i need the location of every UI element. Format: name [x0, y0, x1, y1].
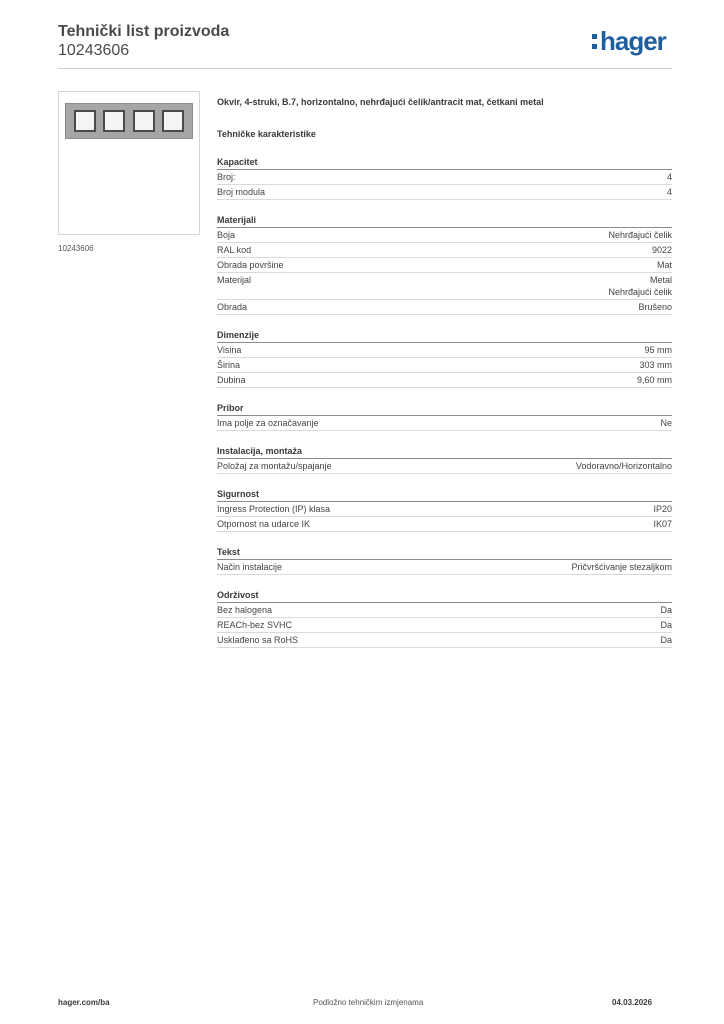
page-title: Tehnički list proizvoda	[58, 23, 230, 40]
spec-label: Broj modula	[217, 187, 266, 197]
spec-value	[608, 229, 672, 241]
logo-dots-icon	[592, 34, 598, 52]
spec-label: Način instalacije	[217, 562, 283, 572]
spec-row	[217, 258, 672, 273]
spec-label: REACh-bez SVHC	[217, 620, 293, 630]
spec-value	[660, 604, 672, 616]
spec-value	[660, 619, 672, 631]
tech-heading: Tehničke karakteristike	[217, 129, 316, 139]
spec-sections	[217, 156, 672, 648]
spec-row	[217, 185, 672, 200]
spec-row	[217, 373, 672, 388]
section-title: Kapacitet	[217, 156, 672, 170]
image-caption: 10243606	[58, 244, 94, 253]
spec-label: Broj:	[217, 172, 236, 182]
spec-row	[217, 273, 672, 300]
spec-value-line: 9,60 mm	[636, 375, 672, 385]
footer-date: 04.03.2026	[612, 998, 653, 1007]
spec-value-line: 4	[666, 187, 672, 197]
spec-value-line: Da	[660, 605, 672, 615]
spec-label: Bez halogena	[217, 605, 273, 615]
spec-label: Usklađeno sa RoHS	[217, 635, 299, 645]
product-image	[58, 91, 200, 235]
section-title: Tekst	[217, 546, 672, 560]
spec-value-line: Da	[660, 620, 672, 630]
spec-row	[217, 170, 672, 185]
spec-value-line: Ne	[660, 418, 672, 428]
spec-row	[217, 358, 672, 373]
spec-value-line: 95 mm	[644, 345, 672, 355]
spec-section	[217, 329, 672, 388]
section-title: Materijali	[217, 214, 672, 228]
spec-label: Boja	[217, 230, 236, 240]
spec-row	[217, 459, 672, 474]
spec-value	[667, 186, 672, 198]
section-title: Dimenzije	[217, 329, 672, 343]
section-title: Održivost	[217, 589, 672, 603]
spec-value-line: 4	[666, 172, 672, 182]
spec-section	[217, 546, 672, 575]
product-number: 10243606	[58, 42, 130, 59]
spec-label: Otpornost na udarce IK	[217, 519, 311, 529]
spec-value-line: Brušeno	[638, 302, 672, 312]
spec-value-line: Vodoravno/Horizontalno	[575, 461, 672, 471]
product-description: Okvir, 4-struki, B.7, horizontalno, nehrđajući čelik/antracit mat, četkani metal	[217, 97, 544, 107]
spec-section	[217, 402, 672, 431]
spec-section	[217, 156, 672, 200]
spec-row	[217, 228, 672, 243]
spec-row	[217, 618, 672, 633]
spec-value	[657, 259, 672, 271]
spec-value	[667, 171, 672, 183]
spec-value	[639, 359, 672, 371]
spec-row	[217, 633, 672, 648]
spec-row	[217, 560, 672, 575]
document-header	[58, 22, 229, 60]
spec-label: RAL kod	[217, 245, 252, 255]
spec-row	[217, 243, 672, 258]
spec-value-line: Mat	[656, 260, 672, 270]
spec-value-line: 9022	[651, 245, 672, 255]
spec-value	[660, 634, 672, 646]
spec-label: Ima polje za označavanje	[217, 418, 319, 428]
spec-label: Ingress Protection (IP) klasa	[217, 504, 331, 514]
spec-row	[217, 300, 672, 315]
spec-value	[608, 274, 672, 298]
footer-website[interactable]: hager.com/ba	[58, 998, 110, 1007]
spec-value	[638, 301, 672, 313]
spec-label: Položaj za montažu/spajanje	[217, 461, 332, 471]
spec-value-line: 303 mm	[639, 360, 672, 370]
spec-value	[660, 417, 672, 429]
frame-4-gang-icon	[65, 103, 193, 139]
spec-label: Materijal	[217, 275, 252, 285]
spec-label: Obrada površine	[217, 260, 284, 270]
spec-section	[217, 445, 672, 474]
header-divider	[58, 68, 672, 69]
spec-value-line: Nehrđajući čelik	[608, 230, 672, 240]
spec-row	[217, 603, 672, 618]
spec-row	[217, 502, 672, 517]
spec-label: Dubina	[217, 375, 246, 385]
spec-value	[576, 460, 672, 472]
spec-value-line: IP20	[653, 504, 672, 514]
product-specs	[217, 96, 672, 648]
footer-note: Podložno tehničkim izmjenama	[313, 998, 424, 1007]
spec-value	[653, 503, 672, 515]
spec-value-line: Da	[660, 635, 672, 645]
spec-section	[217, 589, 672, 648]
spec-value	[637, 374, 672, 386]
spec-section	[217, 488, 672, 532]
spec-label: Obrada	[217, 302, 248, 312]
spec-row	[217, 416, 672, 431]
spec-value-line: Pričvršćivanje stezaljkom	[571, 562, 672, 572]
spec-value-line: Metal	[649, 275, 672, 285]
hager-logo	[592, 26, 666, 57]
spec-value	[644, 344, 672, 356]
spec-label: Širina	[217, 360, 241, 370]
spec-row	[217, 517, 672, 532]
spec-label: Visina	[217, 345, 242, 355]
spec-value	[653, 518, 672, 530]
spec-section	[217, 214, 672, 315]
spec-value-line: IK07	[653, 519, 672, 529]
section-title: Instalacija, montaža	[217, 445, 672, 459]
section-title: Sigurnost	[217, 488, 672, 502]
section-title: Pribor	[217, 402, 672, 416]
spec-value	[652, 244, 672, 256]
spec-row	[217, 343, 672, 358]
spec-value	[571, 561, 672, 573]
spec-value-line: Nehrđajući čelik	[608, 287, 672, 297]
logo-text: hager	[600, 26, 666, 56]
